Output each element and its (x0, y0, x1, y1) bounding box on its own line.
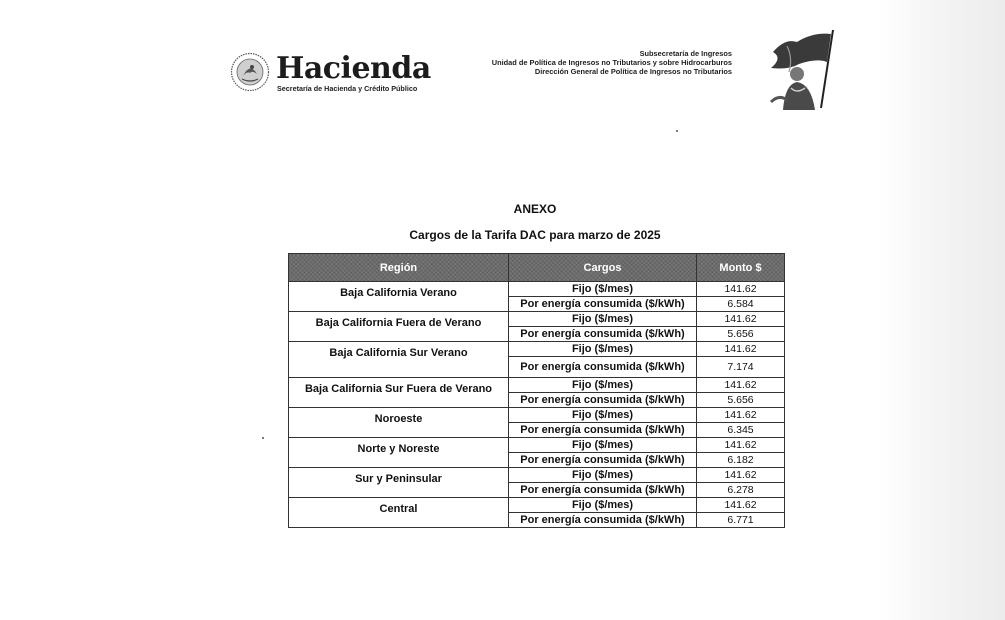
charge-cell: Fijo ($/mes) (509, 378, 697, 393)
region-cell: Norte y Noreste (289, 438, 509, 468)
amount-cell: 141.62 (697, 342, 785, 357)
region-cell: Baja California Sur Verano (289, 342, 509, 378)
page-edge-shadow (880, 0, 1005, 620)
region-cell: Central (289, 498, 509, 528)
table-row (289, 438, 785, 453)
region-cell: Baja California Sur Fuera de Verano (289, 378, 509, 408)
table-row (289, 282, 785, 297)
national-seal-icon (230, 52, 270, 92)
table-row (289, 378, 785, 393)
table-row (289, 342, 785, 357)
amount-cell: 141.62 (697, 438, 785, 453)
amount-cell: 141.62 (697, 282, 785, 297)
amount-cell: 141.62 (697, 498, 785, 513)
amount-cell: 5.656 (697, 393, 785, 408)
brand-name: Hacienda (276, 51, 431, 86)
amount-cell: 6.771 (697, 513, 785, 528)
charge-cell: Fijo ($/mes) (509, 468, 697, 483)
charge-cell: Fijo ($/mes) (509, 498, 697, 513)
col-header-charges: Cargos (509, 254, 697, 282)
amount-cell: 141.62 (697, 468, 785, 483)
amount-cell: 7.174 (697, 357, 785, 378)
annex-title: Cargos de la Tarifa DAC para marzo de 2025 (409, 228, 661, 242)
region-cell: Baja California Verano (289, 282, 509, 312)
amount-cell: 141.62 (697, 378, 785, 393)
col-header-region: Región (289, 254, 509, 282)
amount-cell: 6.345 (697, 423, 785, 438)
brand-subtitle: Secretaría de Hacienda y Crédito Público (277, 84, 418, 93)
table-row (289, 498, 785, 513)
region-cell: Sur y Peninsular (289, 468, 509, 498)
charge-cell: Por energía consumida ($/kWh) (509, 327, 697, 342)
annex-label: ANEXO (513, 202, 557, 216)
unit-line: Unidad de Política de Ingresos no Tributarios y sobre Hidrocarburos (491, 58, 732, 67)
amount-cell: 6.182 (697, 453, 785, 468)
charge-cell: Por energía consumida ($/kWh) (509, 453, 697, 468)
unit-line: Dirección General de Política de Ingresos no Tributarios (534, 67, 732, 76)
scan-speck (262, 437, 264, 439)
table-row (289, 468, 785, 483)
charge-cell: Por energía consumida ($/kWh) (509, 423, 697, 438)
charge-cell: Por energía consumida ($/kWh) (509, 393, 697, 408)
charge-cell: Fijo ($/mes) (509, 408, 697, 423)
charge-cell: Por energía consumida ($/kWh) (509, 513, 697, 528)
charge-cell: Por energía consumida ($/kWh) (509, 297, 697, 312)
amount-cell: 5.656 (697, 327, 785, 342)
charge-cell: Fijo ($/mes) (509, 438, 697, 453)
region-cell: Noroeste (289, 408, 509, 438)
amount-cell: 6.584 (697, 297, 785, 312)
table-header-row (289, 254, 785, 282)
col-header-amount: Monto $ (697, 254, 785, 282)
charge-cell: Fijo ($/mes) (509, 342, 697, 357)
amount-cell: 6.278 (697, 483, 785, 498)
amount-cell: 141.62 (697, 408, 785, 423)
issuing-units (492, 49, 732, 76)
charge-cell: Fijo ($/mes) (509, 312, 697, 327)
charge-cell: Por energía consumida ($/kWh) (509, 483, 697, 498)
amount-cell: 141.62 (697, 312, 785, 327)
charge-cell: Por energía consumida ($/kWh) (509, 357, 697, 378)
table-row (289, 312, 785, 327)
unit-line: Subsecretaría de Ingresos (639, 49, 732, 58)
table-row (289, 408, 785, 423)
region-cell: Baja California Fuera de Verano (289, 312, 509, 342)
charge-cell: Fijo ($/mes) (509, 282, 697, 297)
tarifa-dac-table (288, 253, 785, 528)
heroine-flag-emblem-icon (763, 28, 837, 110)
scan-speck (676, 130, 678, 132)
